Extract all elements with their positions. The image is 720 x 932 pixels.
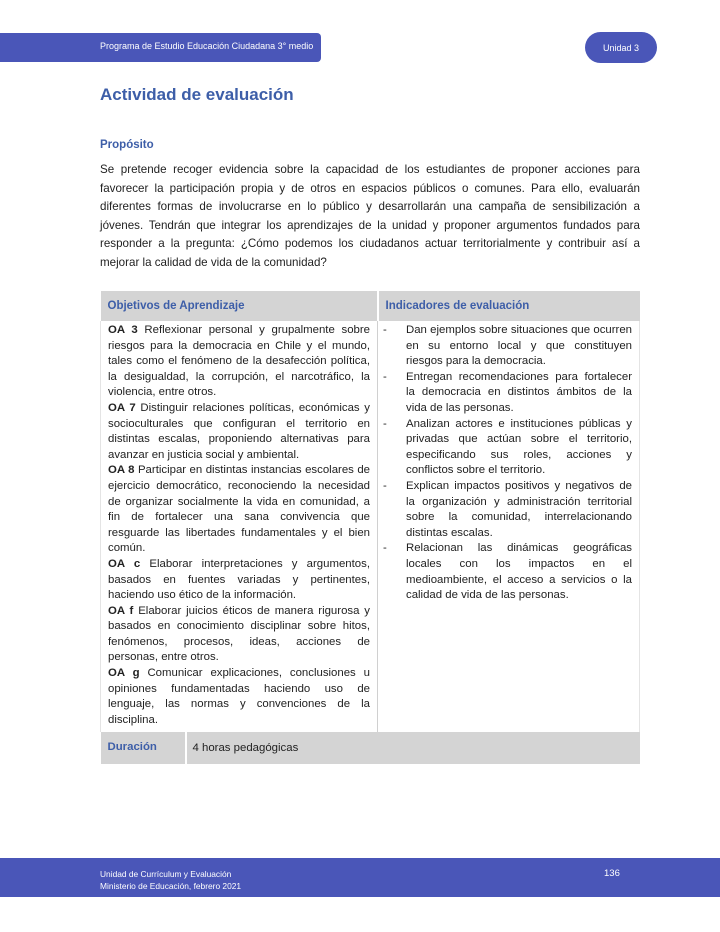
objective-code: OA f xyxy=(108,604,134,617)
objective-text: Participar en distintas instancias escolares de ejercicio democrático, reconociendo la necesidad de organizar socialmente la vida en comunidad, a fin de fortalecer una sana convivencia que resguarde las libertades fundamentales y el bien común. xyxy=(108,464,370,555)
indicators-cell xyxy=(378,321,640,732)
objective-item xyxy=(108,463,370,557)
objective-text: Elaborar juicios éticos de manera rigurosa y basados en conocimiento disciplinar sobre hitos, fenómenos, procesos, ideas, acciones de personas, entre otros. xyxy=(108,604,370,664)
objective-item xyxy=(108,557,370,604)
evaluation-table xyxy=(100,291,640,764)
footer-unit: Unidad de Currículum y Evaluación xyxy=(100,869,232,879)
page-number: 136 xyxy=(604,868,620,879)
indicator-item: - Relacionan las dinámicas geográficas locales con los impactos en el medioambiente, el acceso a servicios o la calidad de vida de las personas. xyxy=(383,541,632,603)
indicators-list xyxy=(383,323,632,604)
objective-code: OA g xyxy=(108,667,140,680)
objective-text: Distinguir relaciones políticas, económicas y socioculturales que configuran el territorio en distintas escalas, proponiendo alternativas para avanzar en justicia social y ambiental. xyxy=(108,401,370,461)
objective-text: Comunicar explicaciones, conclusiones u opiniones fundamentadas haciendo uso de lenguaje, las normas y convenciones de la disciplina. xyxy=(108,667,371,726)
program-title: Programa de Estudio Educación Ciudadana 3° medio xyxy=(100,41,314,51)
objective-item xyxy=(108,666,370,728)
objective-code: OA 8 xyxy=(108,464,135,477)
objective-item xyxy=(108,323,370,401)
objective-item xyxy=(108,604,370,666)
indicators-header: Indicadores de evaluación xyxy=(378,291,640,321)
duration-value: 4 horas pedagógicas xyxy=(192,742,299,755)
indicator-item: - Explican impactos positivos y negativos de la organización y administración territorial sobre la comunidad, interrelacionando distintas escalas. xyxy=(383,479,632,541)
objectives-cell xyxy=(101,321,378,732)
objective-item xyxy=(108,401,370,463)
indicator-item: - Analizan actores e instituciones públicas y privadas que actúan sobre el territorio, especificando sus roles, acciones y conflictos sobre el territorio. xyxy=(383,417,632,479)
indicator-item: - Dan ejemplos sobre situaciones que ocurren en su entorno local y que constituyen riesgos para la democracia. xyxy=(383,323,632,370)
footer-bar xyxy=(0,858,720,897)
duration-row xyxy=(101,732,640,764)
objectives-header: Objetivos de Aprendizaje xyxy=(101,291,378,321)
footer-ministry: Ministerio de Educación, febrero 2021 xyxy=(100,881,242,891)
objective-text: Elaborar interpretaciones y argumentos, basados en fuentes variadas y pertinentes, haciendo uso ético de la información. xyxy=(108,557,370,602)
objective-code: OA 3 xyxy=(108,324,138,336)
objective-code: OA 7 xyxy=(108,401,136,414)
objective-text: Reflexionar personal y grupalmente sobre riesgos para la democracia en Chile y el mundo, tales como el fenómeno de la desafección política, la desigualdad, la corrupción, el narcotráfico, la violencia, entre otros. xyxy=(108,324,370,399)
header-bar xyxy=(0,33,321,62)
indicator-item: - Entregan recomendaciones para fortalecer la democracia en distintos ámbitos de la vida de las personas. xyxy=(383,370,632,417)
duration-label: Duración xyxy=(101,732,187,764)
purpose-heading: Propósito xyxy=(100,139,154,151)
objective-code: OA c xyxy=(108,557,141,570)
page-title: Actividad de evaluación xyxy=(100,85,294,104)
purpose-text: Se pretende recoger evidencia sobre la capacidad de los estudiantes de proponer acciones para favorecer la participación propia y de otros en espacios públicos o comunes. Para ello, evaluarán diferentes formas de involucrarse en lo público y desarrollarán una campaña de sensibilización a jóvenes. Tendrán que integrar los aprendizajes de la unidad y proponer argumentos fundados para responder a la pregunta: ¿Cómo podemos los ciudadanos actuar territorialmente y contribuir así a mejorar la calidad de vida de la comunidad? xyxy=(100,163,640,269)
unit-badge: Unidad 3 xyxy=(585,32,657,63)
